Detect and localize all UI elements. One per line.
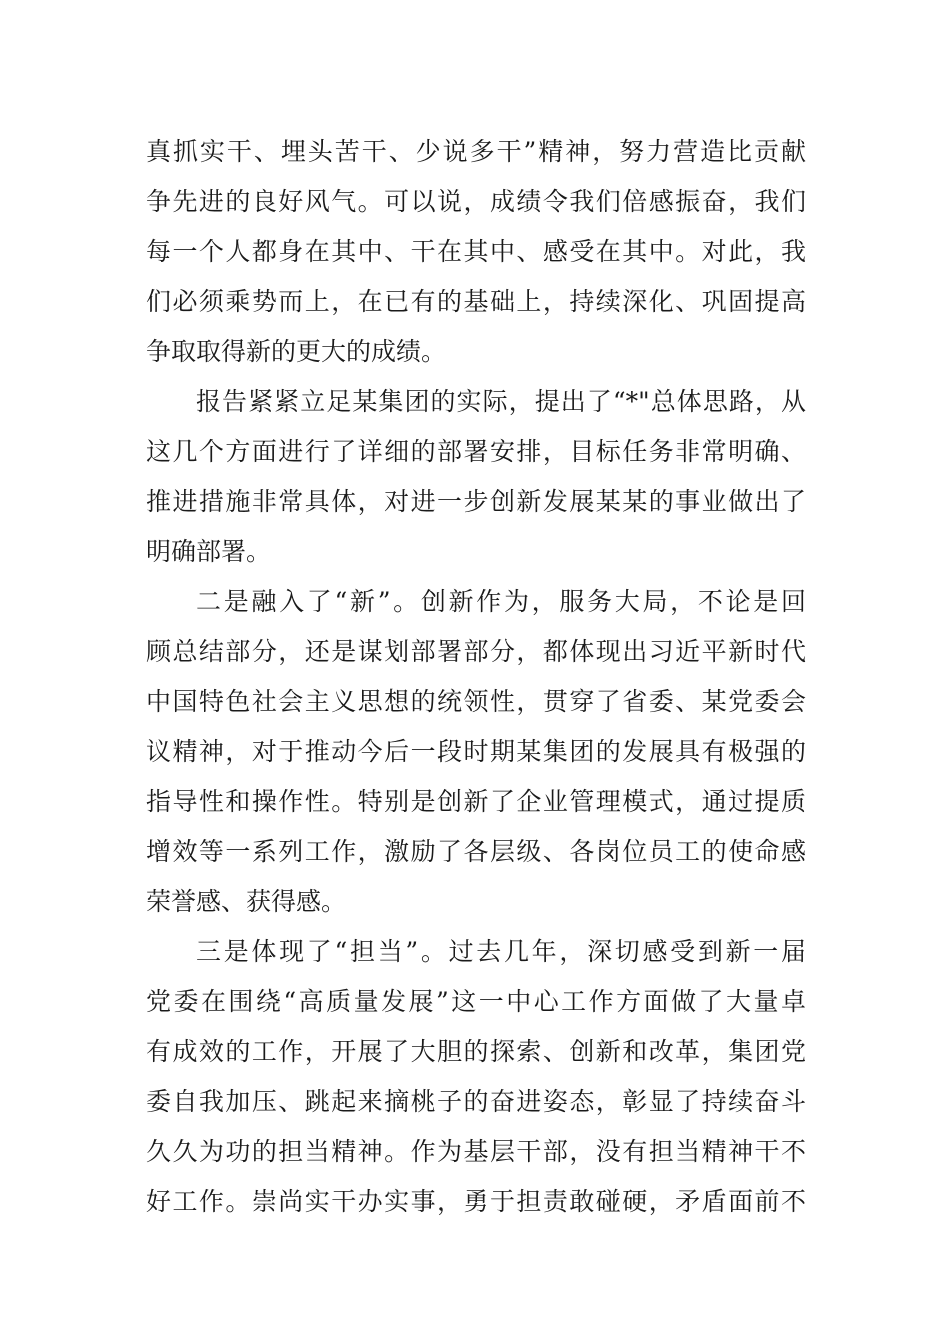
text-line: 顾总结部分，还是谋划部署部分，都体现出习近平新时代 xyxy=(146,637,806,666)
text-line: 推进措施非常具体，对进一步创新发展某某的事业做出了 xyxy=(146,487,806,516)
text-line: 委自我加压、跳起来摘桃子的奋进姿态，彰显了持续奋斗 xyxy=(146,1087,806,1116)
text-line: 争取取得新的更大的成绩。 xyxy=(146,337,447,366)
text-line: 增效等一系列工作，激励了各层级、各岗位员工的使命感 xyxy=(146,837,806,866)
text-line: 议精神，对于推动今后一段时期某集团的发展具有极强的 xyxy=(146,737,806,766)
paragraph-first-line: 报告紧紧立足某集团的实际，提出了“*"总体思路，从 xyxy=(196,387,806,416)
text-line: 这几个方面进行了详细的部署安排，目标任务非常明确、 xyxy=(146,437,806,466)
text-line: 明确部署。 xyxy=(146,537,272,566)
text-line: 有成效的工作，开展了大胆的探索、创新和改革，集团党 xyxy=(146,1037,806,1066)
text-line: 争先进的良好风气。可以说，成绩令我们倍感振奋，我们 xyxy=(146,187,806,216)
text-line: 荣誉感、获得感。 xyxy=(146,887,347,916)
text-line: 党委在围绕“高质量发展”这一中心工作方面做了大量卓 xyxy=(146,987,806,1016)
text-line: 们必须乘势而上，在已有的基础上，持续深化、巩固提高 xyxy=(146,287,806,316)
text-line: 好工作。崇尚实干办实事，勇于担责敢碰硬，矛盾面前不 xyxy=(146,1187,806,1216)
text-line: 指导性和操作性。特别是创新了企业管理模式，通过提质 xyxy=(146,787,806,816)
text-line: 真抓实干、埋头苦干、少说多干”精神，努力营造比贡献 xyxy=(146,137,806,166)
text-line: 久久为功的担当精神。作为基层干部，没有担当精神干不 xyxy=(146,1137,806,1166)
text-line: 中国特色社会主义思想的统领性，贯穿了省委、某党委会 xyxy=(146,687,806,716)
text-line: 每一个人都身在其中、干在其中、感受在其中。对此，我 xyxy=(146,237,806,266)
paragraph-first-line: 三是体现了“担当”。过去几年，深切感受到新一届 xyxy=(196,937,806,966)
paragraph-first-line: 二是融入了“新”。创新作为，服务大局，不论是回 xyxy=(196,587,806,616)
